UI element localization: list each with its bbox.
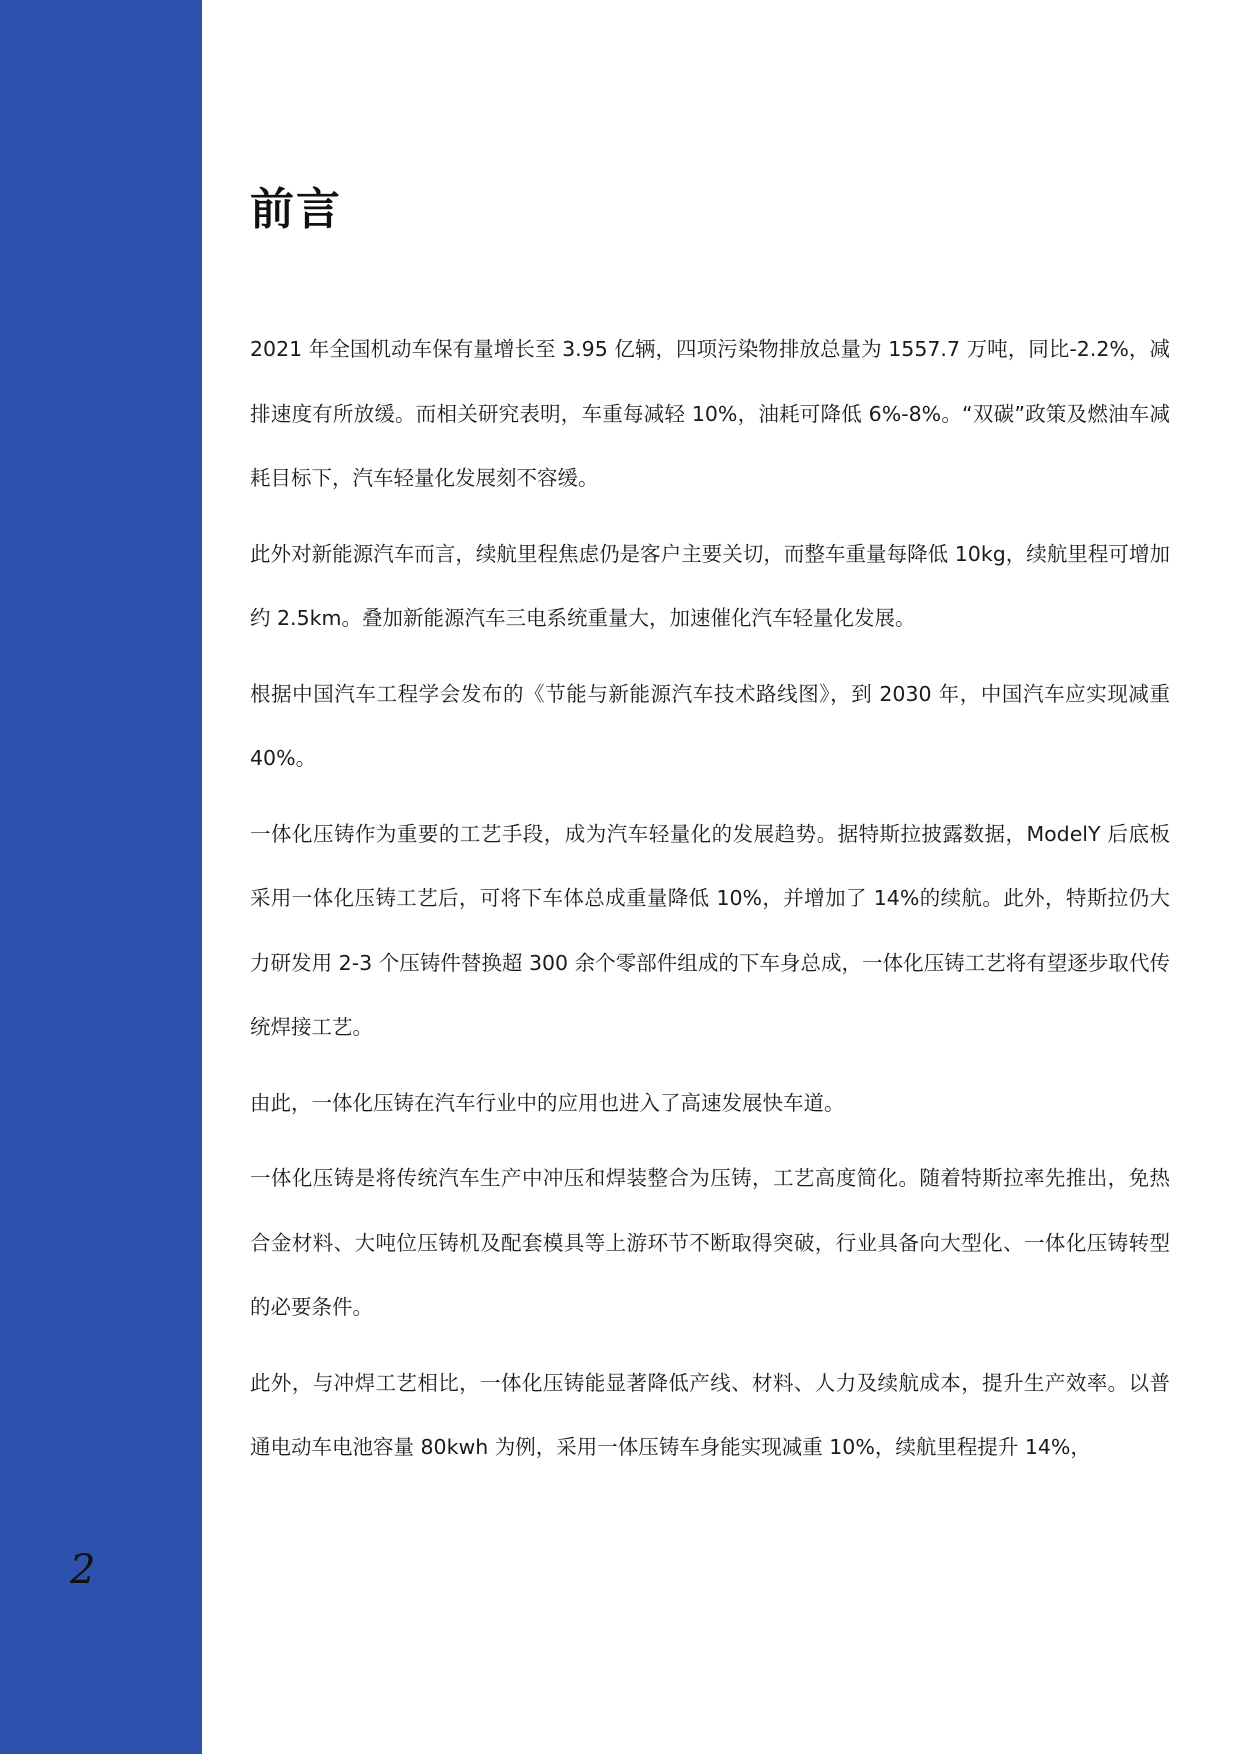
- paragraph: 此外，与冲焊工艺相比，一体化压铸能显著降低产线、材料、人力及续航成本，提升生产效率。以普通电动车电池容量 80kwh 为例，采用一体压铸车身能实现减重 10%，续航里程提升 14%，: [250, 1370, 1170, 1459]
- paragraph: 根据中国汽车工程学会发布的《节能与新能源汽车技术路线图》，到 2030 年，中国汽车应实现减重 40%。: [250, 681, 1170, 770]
- body-text: [250, 317, 1170, 1480]
- side-color-bar: [0, 0, 202, 1754]
- paragraph: 此外对新能源汽车而言，续航里程焦虑仍是客户主要关切，而整车重量每降低 10kg，续航里程可增加约 2.5km。叠加新能源汽车三电系统重量大，加速催化汽车轻量化发展。: [250, 541, 1170, 630]
- paragraph: 由此，一体化压铸在汽车行业中的应用也进入了高速发展快车道。: [250, 1090, 845, 1115]
- paragraph: 2021 年全国机动车保有量增长至 3.95 亿辆，四项污染物排放总量为 1557.7 万吨，同比-2.2%，减排速度有所放缓。而相关研究表明，车重每减轻 10%，油耗可降低 6%-8%。“双碳”政策及燃油车减耗目标下，汽车轻量化发展刻不容缓。: [250, 337, 1170, 490]
- page-title: 前言: [250, 184, 342, 235]
- paragraph: 一体化压铸是将传统汽车生产中冲压和焊装整合为压铸，工艺高度简化。随着特斯拉率先推出，免热合金材料、大吨位压铸机及配套模具等上游环节不断取得突破，行业具备向大型化、一体化压铸转型的必要条件。: [250, 1166, 1170, 1319]
- page-number: 2: [70, 1547, 96, 1593]
- paragraph: 一体化压铸作为重要的工艺手段，成为汽车轻量化的发展趋势。据特斯拉披露数据，ModelY 后底板采用一体化压铸工艺后，可将下车体总成重量降低 10%，并增加了 14%的续航。此外，特斯拉仍大力研发用 2-3 个压铸件替换超 300 余个零部件组成的下车身总成，一体化压铸工艺将有望逐步取代传统焊接工艺。: [250, 821, 1170, 1039]
- main-content: [250, 180, 1170, 1491]
